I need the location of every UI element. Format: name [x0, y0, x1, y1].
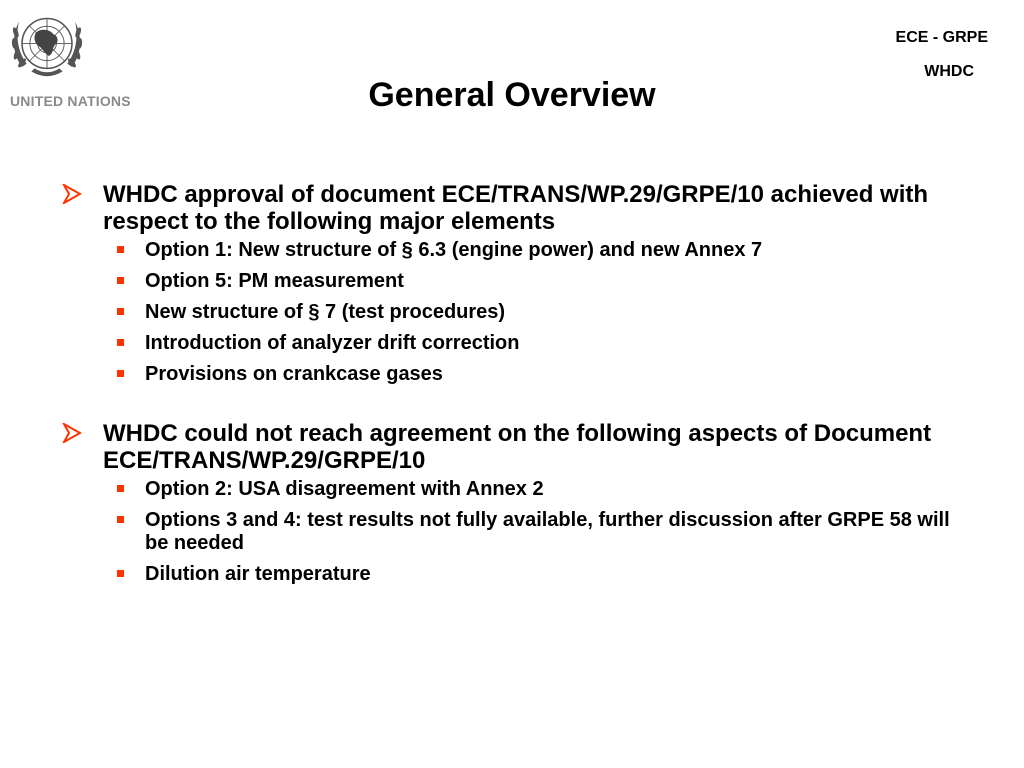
- list-item: [62, 301, 962, 324]
- list-item-text: Provisions on crankcase gases: [145, 363, 443, 385]
- list-item: [62, 509, 962, 555]
- list-item-text: Option 2: USA disagreement with Annex 2: [145, 478, 544, 500]
- square-bullet-icon: [117, 339, 124, 346]
- square-bullet-icon: [117, 277, 124, 284]
- section-approval: [62, 181, 962, 386]
- list-item-text: Option 1: New structure of § 6.3 (engine power) and new Annex 7: [145, 239, 763, 261]
- square-bullet-icon: [117, 370, 124, 377]
- list-item: [62, 332, 962, 355]
- bullet-list: [62, 478, 962, 586]
- list-item-text: Options 3 and 4: test results not fully available, further discussion after GRPE 58 will be needed: [145, 509, 950, 554]
- list-item-text: New structure of § 7 (test procedures): [145, 301, 506, 323]
- header-group: WHDC: [924, 63, 974, 80]
- list-item: [62, 363, 962, 386]
- bullet-list: [62, 239, 962, 386]
- slide-content: [62, 181, 962, 620]
- list-item: [62, 478, 962, 501]
- square-bullet-icon: [117, 308, 124, 315]
- list-item: [62, 563, 962, 586]
- slide-title: General Overview: [368, 76, 656, 114]
- un-emblem-logo: [8, 6, 86, 84]
- section-heading: [62, 420, 962, 474]
- square-bullet-icon: [117, 570, 124, 577]
- organization-name: UNITED NATIONS: [10, 93, 131, 109]
- square-bullet-icon: [117, 485, 124, 492]
- list-item: [62, 239, 962, 262]
- list-item-text: Dilution air temperature: [145, 563, 371, 585]
- list-item: [62, 270, 962, 293]
- square-bullet-icon: [117, 516, 124, 523]
- arrowhead-bullet-icon: [62, 423, 82, 443]
- section-disagreement: [62, 420, 962, 586]
- list-item-text: Option 5: PM measurement: [145, 270, 404, 292]
- header-right: [896, 29, 988, 81]
- square-bullet-icon: [117, 246, 124, 253]
- section-heading: [62, 181, 962, 235]
- section-heading-text: WHDC could not reach agreement on the following aspects of Document ECE/TRANS/WP.29/GRPE/10: [103, 420, 932, 474]
- arrowhead-bullet-icon: [62, 184, 82, 204]
- list-item-text: Introduction of analyzer drift correction: [145, 332, 520, 354]
- header-committee: ECE - GRPE: [895, 29, 988, 46]
- section-heading-text: WHDC approval of document ECE/TRANS/WP.29/GRPE/10 achieved with respect to the following major elements: [103, 181, 929, 235]
